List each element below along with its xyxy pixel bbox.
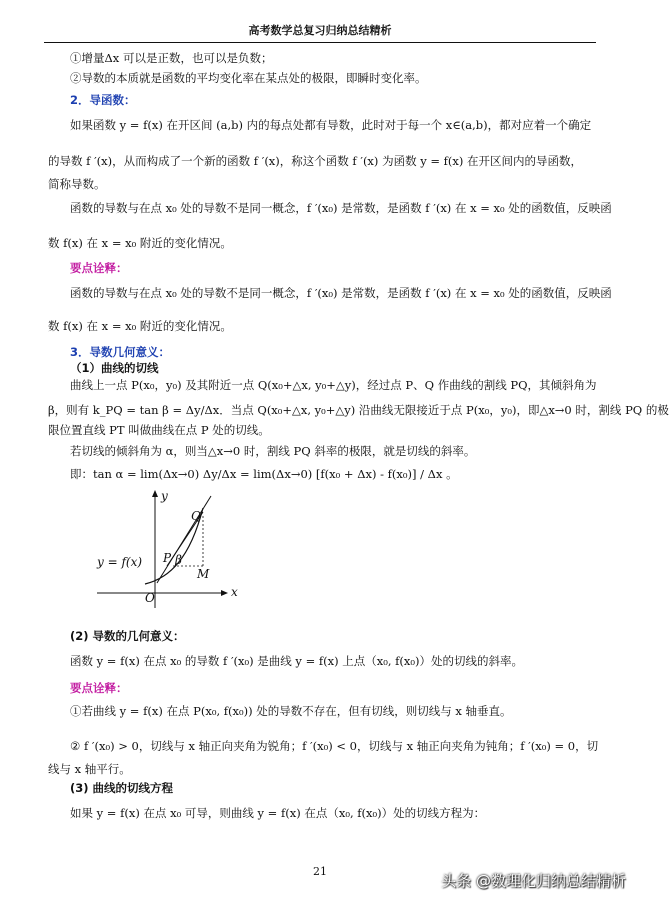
- figure-label-x: x: [231, 585, 238, 599]
- figure-y-arrow: [152, 490, 158, 497]
- watermark-text: 头条 @数理化归纳总结精析: [441, 872, 626, 890]
- paragraph-key-point-2: ①若曲线 y = f(x) 在点 P(x₀, f(x₀)) 处的导数不存在，但有切线，则切线与 x 轴垂直。: [70, 704, 512, 718]
- paragraph-key-point-1a: 函数的导数与在点 x₀ 处的导数不是同一概念，f ′(x₀) 是常数，是函数 f ′(x) 在 x = x₀ 处的函数值，反映函: [70, 286, 612, 300]
- paragraph-derivative-function-2: 的导数 f ′(x)，从而构成了一个新的函数 f ′(x)，称这个函数 f ′(x) 为函数 y = f(x) 在开区间内的导函数，: [48, 154, 583, 168]
- figure-label-M: M: [197, 567, 210, 581]
- figure-label-curve: y = f(x): [97, 555, 143, 569]
- paragraph-secant-2: β，则有 k_PQ = tan β = Δy/Δx．当点 Q(x₀+△x, y₀+△y) 沿曲线无限接近于点 P(x₀，y₀)，即△x→0 时，割线 PQ 的极: [48, 403, 669, 417]
- key-point-title-2: 要点诠释：: [70, 681, 128, 695]
- figure-label-P: P: [163, 551, 172, 565]
- paragraph-geometric-meaning: 函数 y = f(x) 在点 x₀ 的导数 f ′(x₀) 是曲线 y = f(x) 上点（x₀, f(x₀)）处的切线的斜率。: [70, 654, 523, 668]
- subsection-tangent-title: （1）曲线的切线: [70, 361, 159, 375]
- paragraph-key-point-3a: ② f ′(x₀) > 0，切线与 x 轴正向夹角为锐角；f ′(x₀) < 0，切线与 x 轴正向夹角为钝角；f ′(x₀) = 0，切: [70, 739, 599, 753]
- paragraph-secant-1: 曲线上一点 P(x₀，y₀) 及其附近一点 Q(x₀+△x, y₀+△y)，经过点 P、Q 作曲线的割线 PQ，其倾斜角为: [70, 378, 597, 392]
- figure-label-y: y: [161, 489, 168, 503]
- section-geometric-meaning-title: 3．导数几何意义：: [70, 345, 171, 359]
- paragraph-concept-1: 函数的导数与在点 x₀ 处的导数不是同一概念，f ′(x₀) 是常数，是函数 f ′(x) 在 x = x₀ 处的函数值，反映函: [70, 201, 612, 215]
- tangent-line-figure: [95, 488, 255, 623]
- page-number: 21: [313, 865, 327, 878]
- paragraph-derivative-function-3: 简称导数。: [48, 177, 106, 191]
- note-essence: ②导数的本质就是函数的平均变化率在某点处的极限，即瞬时变化率。: [70, 71, 427, 85]
- subsection-tangent-equation-title: (3) 曲线的切线方程: [70, 781, 174, 795]
- paragraph-tangent-slope: 若切线的倾斜角为 α，则当△x→0 时，割线 PQ 斜率的极限，就是切线的斜率。: [70, 444, 476, 458]
- figure-label-beta: β: [175, 553, 182, 567]
- paragraph-secant-3: 限位置直线 PT 叫做曲线在点 P 处的切线。: [48, 423, 270, 437]
- page-header: 高考数学总复习归纳总结精析: [44, 20, 596, 43]
- paragraph-key-point-1b: 数 f(x) 在 x = x₀ 附近的变化情况。: [48, 319, 232, 333]
- formula-tangent-limit: 即：tan α = lim(Δx→0) Δy/Δx = lim(Δx→0) [f(x₀ + Δx) - f(x₀)] / Δx 。: [70, 467, 458, 481]
- section-derivative-function-title: 2．导函数：: [70, 93, 136, 107]
- subsection-geometric-meaning-title: (2) 导数的几何意义：: [70, 629, 185, 643]
- figure-label-Q: Q: [191, 509, 201, 523]
- paragraph-key-point-3b: 线与 x 轴平行。: [48, 762, 131, 776]
- key-point-title-1: 要点诠释：: [70, 261, 128, 275]
- paragraph-concept-2: 数 f(x) 在 x = x₀ 附近的变化情况。: [48, 236, 232, 250]
- paragraph-derivative-function-1: 如果函数 y = f(x) 在开区间 (a,b) 内的每点处都有导数，此时对于每一个 x∈(a,b)，都对应着一个确定: [70, 118, 592, 132]
- figure-x-arrow: [221, 590, 228, 596]
- paragraph-tangent-equation: 如果 y = f(x) 在点 x₀ 可导，则曲线 y = f(x) 在点（x₀, f(x₀)）处的切线方程为：: [70, 806, 486, 820]
- figure-label-origin: O: [145, 591, 155, 605]
- note-increment: ①增量Δx 可以是正数，也可以是负数；: [70, 51, 273, 65]
